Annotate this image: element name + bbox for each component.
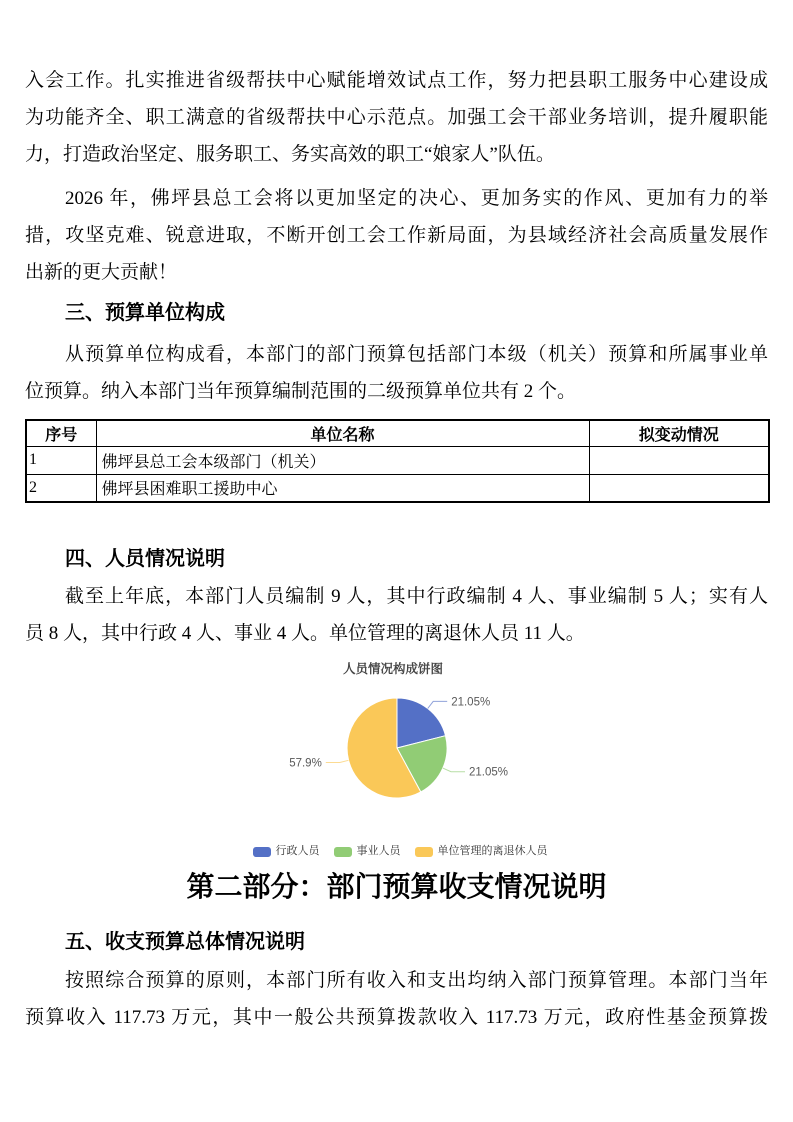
- pie-svg: [240, 680, 560, 840]
- table-row: [26, 446, 769, 474]
- pie-label-line-2: [326, 760, 349, 762]
- chart-legend: [240, 845, 560, 858]
- body-line: 入会工作。扎实推进省级帮扶中心赋能增效试点工作，努力把县职工服务中心建设成: [25, 70, 768, 91]
- pie-percent-label-1: 21.05%: [469, 766, 509, 779]
- budget-units-table: [25, 419, 770, 503]
- body-line: 从预算单位构成看，本部门的部门预算包括部门本级（机关）预算和所属事业单: [65, 344, 768, 365]
- body-line: 预算收入 117.73 万元，其中一般公共预算拨款收入 117.73 万元，政府性基金预算拨: [25, 1007, 768, 1028]
- section-heading-budget-units: 三、预算单位构成: [65, 302, 225, 324]
- pie-label-line-1: [443, 768, 465, 772]
- body-line: 按照综合预算的原则，本部门所有收入和支出均纳入部门预算管理。本部门当年: [65, 970, 768, 991]
- cell-proposed-change: [589, 446, 769, 474]
- legend-label: 事业人员: [356, 845, 401, 857]
- legend-item-2: [415, 845, 548, 858]
- paragraph-closing: [25, 180, 768, 291]
- pie-percent-label-2: 57.9%: [289, 757, 322, 770]
- legend-label: 行政人员: [275, 845, 320, 857]
- pie-label-line-0: [428, 701, 448, 708]
- table-row: [26, 474, 769, 502]
- table-header-row: [26, 420, 769, 446]
- section-heading-personnel: 四、人员情况说明: [65, 548, 225, 570]
- legend-swatch-icon: [334, 847, 352, 857]
- body-line: 为功能齐全、职工满意的省级帮扶中心示范点。加强工会干部业务培训，提升履职能: [25, 107, 768, 128]
- cell-serial: 1: [26, 446, 96, 474]
- paragraph-budget-units: [25, 336, 768, 410]
- body-line: 位预算。纳入本部门当年预算编制范围的二级预算单位共有 2 个。: [25, 381, 577, 402]
- col-header-proposed-change: 拟变动情况: [589, 420, 769, 446]
- body-line: 截至上年底，本部门人员编制 9 人，其中行政编制 4 人、事业编制 5 人；实有人: [65, 586, 768, 607]
- pie-percent-label-0: 21.05%: [451, 696, 491, 709]
- body-line: 出新的更大贡献！: [25, 262, 178, 283]
- paragraph-revenue-expenditure: [25, 962, 768, 1036]
- legend-item-0: [253, 845, 320, 858]
- body-line: 力，打造政治坚定、服务职工、务实高效的职工“娘家人”队伍。: [25, 144, 555, 165]
- legend-item-1: [334, 845, 401, 858]
- chart-title: 人员情况构成饼图: [342, 662, 443, 676]
- col-header-serial: 序号: [26, 420, 96, 446]
- cell-proposed-change: [589, 474, 769, 502]
- body-line: 措，攻坚克难、锐意进取，不断开创工会工作新局面，为县域经济社会高质量发展作: [25, 225, 768, 246]
- legend-swatch-icon: [415, 847, 433, 857]
- body-line: 2026 年，佛坪县总工会将以更加坚定的决心、更加务实的作风、更加有力的举: [65, 188, 768, 209]
- paragraph-intro-continuation: [25, 62, 768, 173]
- personnel-pie-chart: [240, 660, 560, 870]
- cell-serial: 2: [26, 474, 96, 502]
- legend-swatch-icon: [253, 847, 271, 857]
- body-line: 员 8 人，其中行政 4 人、事业 4 人。单位管理的离退休人员 11 人。: [25, 623, 585, 644]
- paragraph-personnel: [25, 578, 768, 652]
- legend-label: 单位管理的离退休人员: [437, 845, 548, 857]
- cell-unit-name: 佛坪县总工会本级部门（机关）: [96, 446, 589, 474]
- cell-unit-name: 佛坪县困难职工援助中心: [96, 474, 589, 502]
- section-heading-revenue-expenditure: 五、收支预算总体情况说明: [65, 931, 305, 953]
- part2-heading: 第二部分：部门预算收支情况说明: [186, 871, 607, 902]
- col-header-unit-name: 单位名称: [96, 420, 589, 446]
